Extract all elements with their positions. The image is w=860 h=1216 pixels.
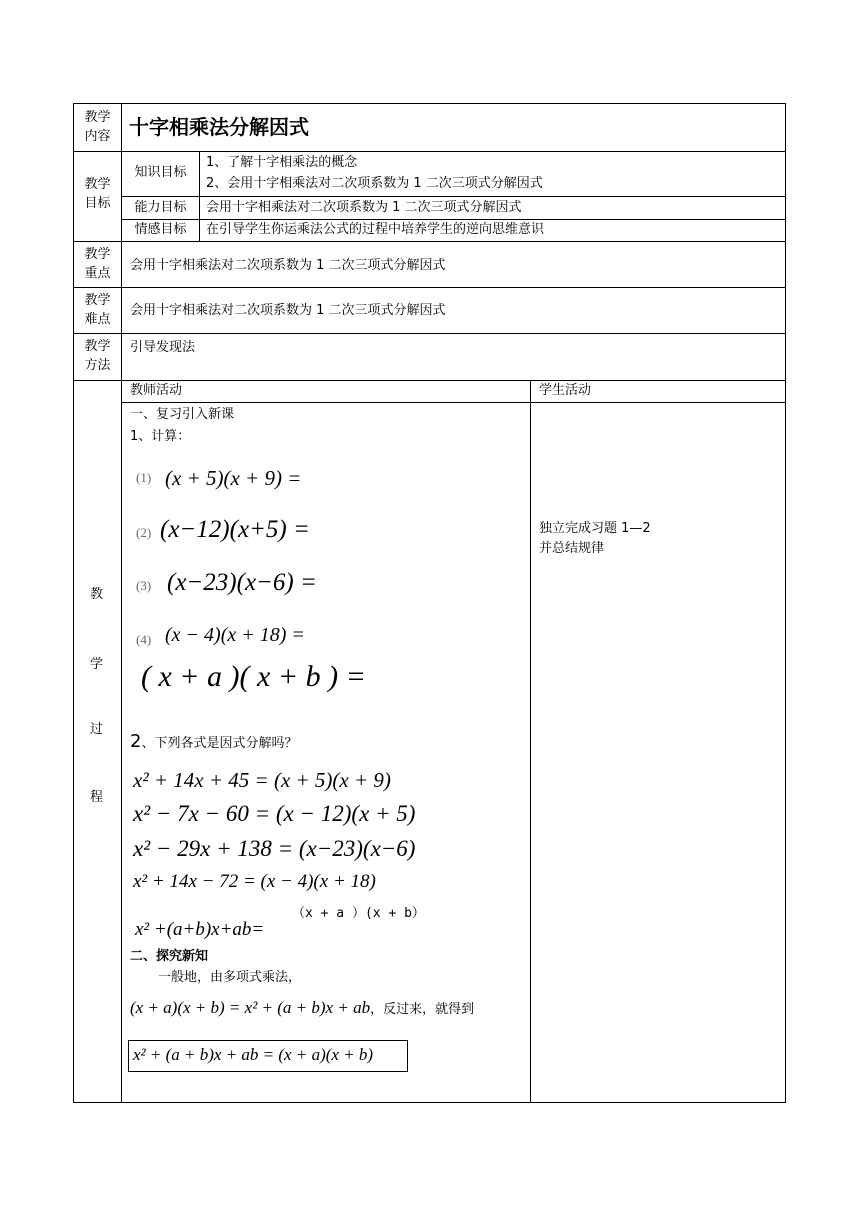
key-text: 会用十字相乘法对二次项系数为 1 二次三项式分解因式 xyxy=(130,258,446,273)
page-title: 十字相乘法分解因式 xyxy=(129,115,309,139)
xab-expression: x² +(a+b)x+ab= xyxy=(135,919,265,940)
row-divider-key xyxy=(73,287,786,288)
content-label: 教学 内容 xyxy=(84,110,111,144)
goal-emotion-text: 在引导学生你运乘法公式的过程中培养学生的逆向思维意识 xyxy=(206,222,545,237)
process-label-char-4: 程 xyxy=(90,790,104,805)
method-text: 引导发现法 xyxy=(130,340,196,355)
calc-4-expression: (x − 4)(x + 18) = xyxy=(165,624,305,646)
question-2-label: 2、下列各式是因式分解吗？ xyxy=(130,731,298,752)
process-label-char-3: 过 xyxy=(90,722,104,737)
label-column-divider xyxy=(121,103,122,1103)
key-label: 教学 重点 xyxy=(84,247,111,281)
row-divider-difficulty xyxy=(73,333,786,334)
calc-1-number: (1) xyxy=(136,470,152,485)
reverse-text: ，反过来，就得到 xyxy=(370,1002,475,1017)
calc-2-expression: (x−12)(x+5) = xyxy=(160,516,310,543)
teacher-activity-header: 教师活动 xyxy=(130,383,183,398)
goal-ability-text: 会用十字相乘法对二次项系数为 1 二次三项式分解因式 xyxy=(206,200,522,215)
identity-line xyxy=(130,998,474,1018)
student-activity-text: 独立完成习题 1—2 并总结规律 xyxy=(539,521,651,556)
explain-text: 一般地，由多项式乘法， xyxy=(158,970,302,985)
row-divider-activity-header xyxy=(121,402,786,403)
factor-row-2: x² − 7x − 60 = (x − 12)(x + 5) xyxy=(133,801,416,826)
process-label-char-2: 学 xyxy=(90,657,104,672)
identity-expression: (x + a)(x + b) = x² + (a + b)x + ab xyxy=(130,998,371,1017)
process-label-char-1: 教 xyxy=(90,587,104,602)
factor-row-3: x² − 29x + 138 = (x−23)(x−6) xyxy=(133,836,416,861)
calc-3-number: (3) xyxy=(136,578,152,593)
row-divider-goals xyxy=(73,241,786,242)
calc-1-expression: (x + 5)(x + 9) = xyxy=(165,466,302,490)
goals-label: 教学 目标 xyxy=(84,177,111,211)
activity-column-divider xyxy=(530,380,531,1102)
boxed-identity: x² + (a + b)x + ab = (x + a)(x + b) xyxy=(128,1040,408,1072)
calc-2-number: (2) xyxy=(136,525,152,540)
section-review-heading: 一、复习引入新课 xyxy=(130,407,235,422)
goal-ability-label: 能力目标 xyxy=(134,200,187,215)
goal-knowledge-text: 1、了解十字相乘法的概念 2、会用十字相乘法对二次项系数为 1 二次三项式分解因式 xyxy=(206,155,543,191)
difficulty-label: 教学 难点 xyxy=(84,293,111,327)
calc-3-expression: (x−23)(x−6) = xyxy=(167,569,317,596)
method-label: 教学 方法 xyxy=(84,339,111,373)
goal-knowledge-label: 知识目标 xyxy=(134,165,187,180)
difficulty-text: 会用十字相乘法对二次项系数为 1 二次三项式分解因式 xyxy=(130,303,446,318)
calc-4-number: (4) xyxy=(136,632,152,647)
section-explore-heading: 二、探究新知 xyxy=(130,949,209,964)
table-bottom-border xyxy=(73,1102,786,1103)
goal-label-divider xyxy=(199,151,200,241)
general-product: ( x + a )( x + b ) = xyxy=(141,660,366,693)
factor-row-1: x² + 14x + 45 = (x + 5)(x + 9) xyxy=(133,768,391,792)
factor-row-4: x² + 14x − 72 = (x − 4)(x + 18) xyxy=(133,871,376,892)
row-divider-goal1 xyxy=(121,196,786,197)
question-1-label: 1、计算： xyxy=(130,429,191,444)
table-right-border xyxy=(785,103,786,1103)
student-activity-header: 学生活动 xyxy=(539,383,592,398)
table-top-border xyxy=(73,103,786,104)
goal-emotion-label: 情感目标 xyxy=(134,222,187,237)
xab-hint: （x + a ）(x + b） xyxy=(292,906,425,921)
